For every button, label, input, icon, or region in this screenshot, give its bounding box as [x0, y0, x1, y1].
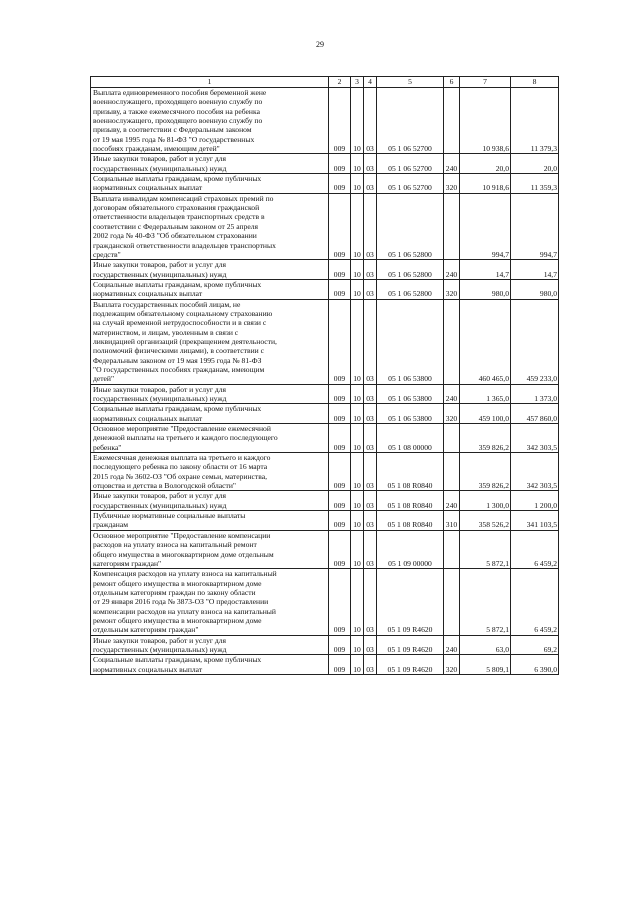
amount-year-2: 1 373,0 — [511, 384, 559, 404]
target-article-code: 05 1 08 00000 — [377, 424, 444, 453]
amount-year-2: 342 303,5 — [511, 424, 559, 453]
amount-year-1: 5 872,1 — [460, 530, 511, 568]
section-code: 10 — [351, 569, 364, 635]
description-line: Основное мероприятие "Предоставление ежемесячной — [93, 424, 271, 434]
row-description — [91, 404, 329, 424]
row-description — [91, 88, 329, 154]
description-line: государственных (муниципальных) нужд — [93, 644, 227, 654]
description-line: отдельным категориям граждан по закону области — [93, 587, 256, 597]
expense-type-code: 320 — [444, 404, 460, 424]
description-line: соответствии с Федеральным законом от 25 апреля — [93, 221, 259, 231]
subsection-code: 03 — [364, 193, 377, 259]
subsection-code: 03 — [364, 424, 377, 453]
description-line: Федеральным законом от 19 мая 1995 года № 81-ФЗ — [93, 355, 262, 365]
amount-year-1: 14,7 — [460, 260, 511, 280]
ministry-code: 009 — [329, 154, 351, 174]
amount-year-2: 20,0 — [511, 154, 559, 174]
amount-year-1: 5 809,1 — [460, 655, 511, 675]
description-line: Основное мероприятие "Предоставление компенсации — [93, 530, 271, 540]
table-row — [91, 260, 559, 280]
row-description — [91, 193, 329, 259]
table-row — [91, 174, 559, 194]
amount-year-1: 1 300,0 — [460, 491, 511, 511]
row-description — [91, 384, 329, 404]
description-line: Иные закупки товаров, работ и услуг для — [93, 154, 227, 164]
ministry-code: 009 — [329, 174, 351, 194]
target-article-code: 05 1 09 R4620 — [377, 655, 444, 675]
row-description — [91, 453, 329, 491]
description-line: Выплата инвалидам компенсаций страховых премий по — [93, 193, 274, 203]
description-line: "О государственных пособиях гражданам, имеющим — [93, 364, 265, 374]
description-line: Иные закупки товаров, работ и услуг для — [93, 635, 227, 645]
table-row — [91, 404, 559, 424]
target-article-code: 05 1 06 52700 — [377, 88, 444, 154]
description-line: договорам обязательного страхования гражданской — [93, 203, 260, 213]
column-header: 8 — [511, 77, 559, 88]
description-line: Социальные выплаты гражданам, кроме публичных — [93, 174, 262, 184]
description-line: от 29 января 2016 года № 3873-ОЗ "О предоставлении — [93, 597, 269, 607]
target-article-code: 05 1 06 53800 — [377, 404, 444, 424]
description-line: денежной выплаты на третьего и каждого последующего — [93, 433, 278, 443]
row-description — [91, 530, 329, 568]
section-code: 10 — [351, 424, 364, 453]
table-body — [91, 88, 559, 675]
section-code: 10 — [351, 154, 364, 174]
amount-year-2: 341 103,5 — [511, 511, 559, 531]
amount-year-1: 63,0 — [460, 635, 511, 655]
amount-year-2: 6 459,2 — [511, 530, 559, 568]
subsection-code: 03 — [364, 279, 377, 299]
expense-type-code: 240 — [444, 260, 460, 280]
description-line: Выплата государственных пособий лицам, не — [93, 299, 241, 309]
description-line: Выплата единовременного пособия беременной жене — [93, 88, 267, 97]
description-line: призыву, в соответствии с Федеральным законом — [93, 125, 252, 135]
description-line: общего имущества в многоквартирном доме отдельным — [93, 549, 274, 559]
row-description — [91, 491, 329, 511]
description-line: ликвидацией организаций (прекращением деятельности, — [93, 336, 277, 346]
description-line: военнослужащего, проходящего военную службу по — [93, 97, 263, 107]
ministry-code: 009 — [329, 569, 351, 635]
row-description — [91, 635, 329, 655]
table-row — [91, 193, 559, 259]
description-line: гражданской ответственности владельцев транспортных — [93, 240, 276, 250]
section-code: 10 — [351, 530, 364, 568]
expense-type-code — [444, 453, 460, 491]
target-article-code: 05 1 06 52700 — [377, 174, 444, 194]
amount-year-2: 6 390,0 — [511, 655, 559, 675]
ministry-code: 009 — [329, 279, 351, 299]
description-line: Компенсация расходов на уплату взноса на капитальный — [93, 569, 277, 579]
description-line: Социальные выплаты гражданам, кроме публичных — [93, 404, 262, 414]
subsection-code: 03 — [364, 299, 377, 384]
description-line: отцовства и детства в Вологодской области" — [93, 481, 237, 491]
table-row — [91, 655, 559, 675]
ministry-code: 009 — [329, 384, 351, 404]
description-line: государственных (муниципальных) нужд — [93, 163, 227, 173]
expense-type-code — [444, 299, 460, 384]
section-code: 10 — [351, 260, 364, 280]
description-line: последующего ребенка по закону области от 16 марта — [93, 462, 268, 472]
description-line: Иные закупки товаров, работ и услуг для — [93, 260, 227, 270]
amount-year-1: 10 918,6 — [460, 174, 511, 194]
target-article-code: 05 1 09 R4620 — [377, 635, 444, 655]
expense-type-code — [444, 530, 460, 568]
amount-year-2: 69,2 — [511, 635, 559, 655]
section-code: 10 — [351, 511, 364, 531]
ministry-code: 009 — [329, 299, 351, 384]
amount-year-2: 342 303,5 — [511, 453, 559, 491]
expense-type-code — [444, 193, 460, 259]
description-line: полномочий физическими лицами), в соответствии с — [93, 346, 264, 356]
subsection-code: 03 — [364, 635, 377, 655]
target-article-code: 05 1 06 52700 — [377, 154, 444, 174]
description-line: средств" — [93, 249, 121, 259]
amount-year-1: 10 938,6 — [460, 88, 511, 154]
description-line: Иные закупки товаров, работ и услуг для — [93, 384, 227, 394]
ministry-code: 009 — [329, 635, 351, 655]
description-line: расходов на уплату взноса на капитальный ремонт — [93, 540, 257, 550]
description-line: призыву, а также ежемесячного пособия на ребенка — [93, 106, 260, 116]
amount-year-1: 460 465,0 — [460, 299, 511, 384]
ministry-code: 009 — [329, 424, 351, 453]
expense-type-code: 310 — [444, 511, 460, 531]
amount-year-2: 459 233,0 — [511, 299, 559, 384]
description-line: ответственности владельцев транспортных средств в — [93, 212, 265, 222]
row-description — [91, 260, 329, 280]
expense-type-code: 320 — [444, 655, 460, 675]
expense-type-code: 320 — [444, 279, 460, 299]
amount-year-1: 359 826,2 — [460, 424, 511, 453]
section-code: 10 — [351, 193, 364, 259]
amount-year-2: 14,7 — [511, 260, 559, 280]
ministry-code: 009 — [329, 260, 351, 280]
table-header-row — [91, 77, 559, 88]
section-code: 10 — [351, 174, 364, 194]
expense-type-code: 320 — [444, 174, 460, 194]
table-row — [91, 384, 559, 404]
amount-year-1: 359 826,2 — [460, 453, 511, 491]
row-description — [91, 299, 329, 384]
description-line: военнослужащего, проходящего военную службу по — [93, 116, 263, 126]
table-row — [91, 511, 559, 531]
expense-type-code: 240 — [444, 491, 460, 511]
section-code: 10 — [351, 88, 364, 154]
row-description — [91, 511, 329, 531]
budget-table — [90, 76, 559, 675]
description-line: пособиях гражданам, имеющим детей" — [93, 144, 220, 154]
section-code: 10 — [351, 299, 364, 384]
table-row — [91, 569, 559, 635]
table-row — [91, 635, 559, 655]
subsection-code: 03 — [364, 569, 377, 635]
section-code: 10 — [351, 404, 364, 424]
target-article-code: 05 1 09 00000 — [377, 530, 444, 568]
description-line: Социальные выплаты гражданам, кроме публичных — [93, 655, 262, 665]
column-header: 3 — [351, 77, 364, 88]
expense-type-code: 240 — [444, 154, 460, 174]
description-line: Социальные выплаты гражданам, кроме публичных — [93, 279, 262, 289]
expense-type-code: 240 — [444, 384, 460, 404]
amount-year-2: 11 359,3 — [511, 174, 559, 194]
row-description — [91, 174, 329, 194]
ministry-code: 009 — [329, 453, 351, 491]
description-line: 2015 года № 3602-ОЗ "Об охране семьи, материнства, — [93, 471, 267, 481]
row-description — [91, 279, 329, 299]
column-header: 6 — [444, 77, 460, 88]
description-line: отдельным категориям граждан" — [93, 625, 199, 635]
description-line: категориям граждан" — [93, 558, 162, 568]
amount-year-1: 459 100,0 — [460, 404, 511, 424]
description-line: государственных (муниципальных) нужд — [93, 500, 227, 510]
target-article-code: 05 1 08 R0840 — [377, 491, 444, 511]
description-line: Публичные нормативные социальные выплаты — [93, 511, 246, 521]
description-line: государственных (муниципальных) нужд — [93, 269, 227, 279]
description-line: детей" — [93, 374, 115, 384]
description-line: ребенка" — [93, 442, 122, 452]
table-row — [91, 530, 559, 568]
table-row — [91, 279, 559, 299]
table-row — [91, 88, 559, 154]
amount-year-2: 994,7 — [511, 193, 559, 259]
subsection-code: 03 — [364, 491, 377, 511]
column-header: 5 — [377, 77, 444, 88]
ministry-code: 009 — [329, 88, 351, 154]
column-header: 2 — [329, 77, 351, 88]
amount-year-2: 457 860,0 — [511, 404, 559, 424]
description-line: Ежемесячная денежная выплата на третьего и каждого — [93, 453, 271, 463]
description-line: нормативных социальных выплат — [93, 664, 203, 674]
subsection-code: 03 — [364, 655, 377, 675]
expense-type-code — [444, 88, 460, 154]
column-header: 7 — [460, 77, 511, 88]
table-row — [91, 299, 559, 384]
section-code: 10 — [351, 279, 364, 299]
description-line: Иные закупки товаров, работ и услуг для — [93, 491, 227, 501]
target-article-code: 05 1 08 R0840 — [377, 453, 444, 491]
row-description — [91, 154, 329, 174]
row-description — [91, 569, 329, 635]
ministry-code: 009 — [329, 193, 351, 259]
subsection-code: 03 — [364, 404, 377, 424]
description-line: материнством, и лицам, уволенным в связи с — [93, 327, 239, 337]
description-line: ремонт общего имущества в многоквартирном доме — [93, 615, 262, 625]
amount-year-2: 11 379,3 — [511, 88, 559, 154]
description-line: гражданам — [93, 520, 129, 530]
subsection-code: 03 — [364, 511, 377, 531]
subsection-code: 03 — [364, 260, 377, 280]
subsection-code: 03 — [364, 530, 377, 568]
amount-year-1: 358 526,2 — [460, 511, 511, 531]
amount-year-2: 6 459,2 — [511, 569, 559, 635]
target-article-code: 05 1 08 R0840 — [377, 511, 444, 531]
column-header: 4 — [364, 77, 377, 88]
amount-year-2: 980,0 — [511, 279, 559, 299]
section-code: 10 — [351, 384, 364, 404]
column-header: 1 — [91, 77, 329, 88]
subsection-code: 03 — [364, 154, 377, 174]
target-article-code: 05 1 06 52800 — [377, 279, 444, 299]
row-description — [91, 424, 329, 453]
expense-type-code — [444, 424, 460, 453]
amount-year-1: 994,7 — [460, 193, 511, 259]
amount-year-1: 5 872,1 — [460, 569, 511, 635]
target-article-code: 05 1 09 R4620 — [377, 569, 444, 635]
target-article-code: 05 1 06 52800 — [377, 193, 444, 259]
ministry-code: 009 — [329, 491, 351, 511]
expense-type-code — [444, 569, 460, 635]
description-line: нормативных социальных выплат — [93, 183, 203, 193]
subsection-code: 03 — [364, 453, 377, 491]
table-row — [91, 491, 559, 511]
subsection-code: 03 — [364, 384, 377, 404]
ministry-code: 009 — [329, 404, 351, 424]
target-article-code: 05 1 06 53800 — [377, 384, 444, 404]
table-row — [91, 154, 559, 174]
table-row — [91, 453, 559, 491]
description-line: ремонт общего имущества в многоквартирном доме — [93, 578, 262, 588]
ministry-code: 009 — [329, 655, 351, 675]
ministry-code: 009 — [329, 530, 351, 568]
table-row — [91, 424, 559, 453]
section-code: 10 — [351, 635, 364, 655]
amount-year-1: 980,0 — [460, 279, 511, 299]
subsection-code: 03 — [364, 88, 377, 154]
section-code: 10 — [351, 453, 364, 491]
description-line: нормативных социальных выплат — [93, 289, 203, 299]
amount-year-2: 1 200,0 — [511, 491, 559, 511]
description-line: нормативных социальных выплат — [93, 413, 203, 423]
ministry-code: 009 — [329, 511, 351, 531]
target-article-code: 05 1 06 52800 — [377, 260, 444, 280]
subsection-code: 03 — [364, 174, 377, 194]
page-number: 29 — [316, 40, 324, 49]
section-code: 10 — [351, 491, 364, 511]
expense-type-code: 240 — [444, 635, 460, 655]
amount-year-1: 1 365,0 — [460, 384, 511, 404]
description-line: подлежащим обязательному социальному страхованию — [93, 308, 273, 318]
section-code: 10 — [351, 655, 364, 675]
amount-year-1: 20,0 — [460, 154, 511, 174]
description-line: государственных (муниципальных) нужд — [93, 394, 227, 403]
description-line: на случай временной нетрудоспособности и в связи с — [93, 318, 267, 328]
row-description — [91, 655, 329, 675]
target-article-code: 05 1 06 53800 — [377, 299, 444, 384]
description-line: от 19 мая 1995 года № 81-ФЗ "О государственных — [93, 134, 255, 144]
description-line: 2002 года № 40-ФЗ "Об обязательном страховании — [93, 231, 257, 241]
description-line: компенсации расходов на уплату взноса на капитальный — [93, 606, 276, 616]
